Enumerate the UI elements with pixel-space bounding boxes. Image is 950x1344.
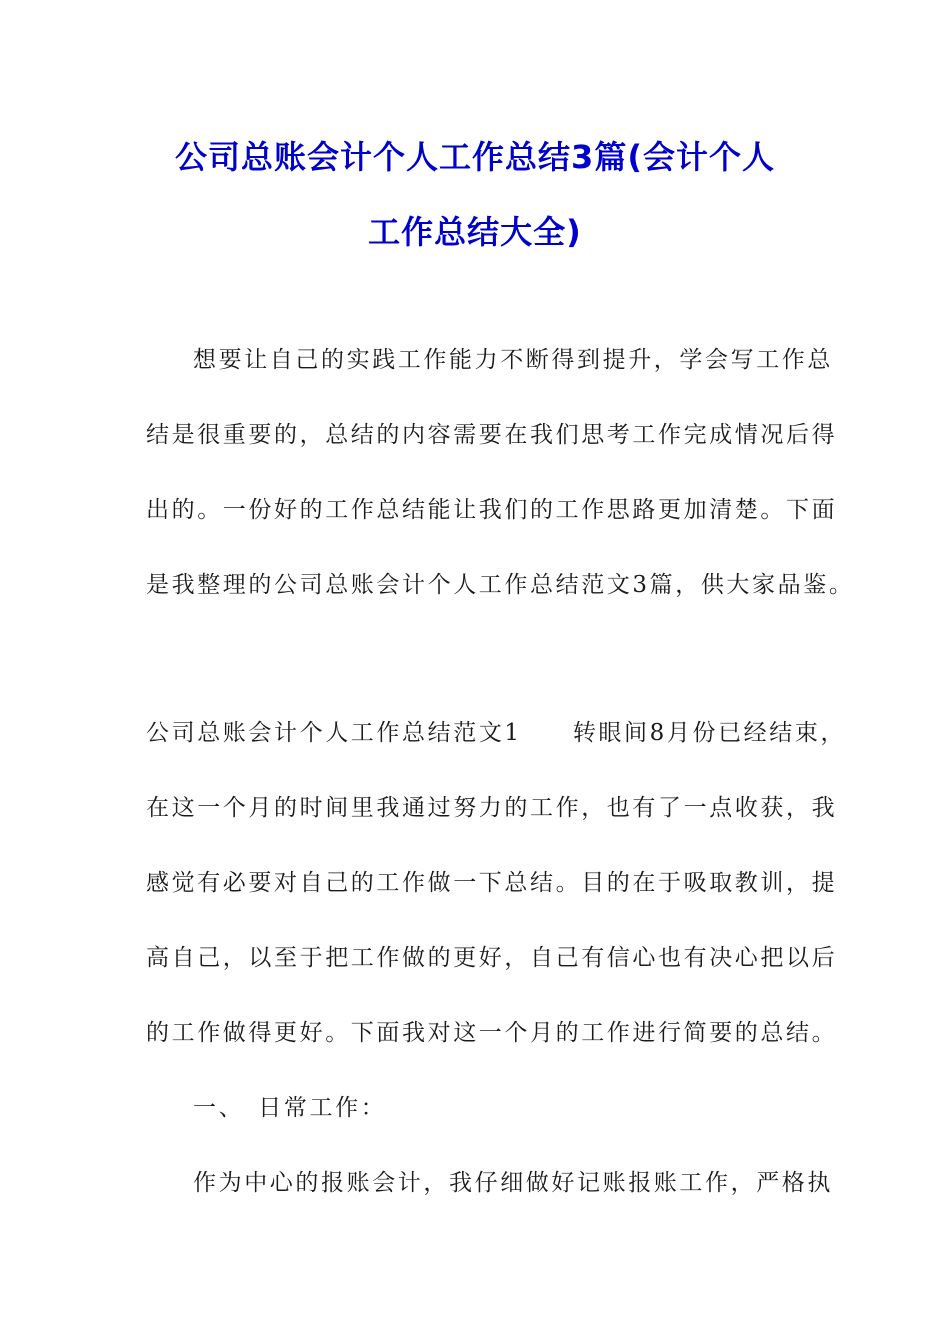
intro-line-3: 出的。一份好的工作总结能让我们的工作思路更加清楚。下面 — [146, 497, 838, 523]
section1-line-5: 的工作做得更好。下面我对这一个月的工作进行简要的总结。 — [146, 1020, 838, 1046]
intro-line-1: 想要让自己的实践工作能力不断得到提升，学会写工作总 — [193, 347, 833, 373]
paragraph-line: 作为中心的报账会计，我仔细做好记账报账工作，严格执 — [193, 1170, 833, 1196]
document-title-line-1: 公司总账会计个人工作总结3篇(会计个人 — [175, 138, 775, 176]
section1-line-2: 在这一个月的时间里我通过努力的工作，也有了一点收获，我 — [146, 795, 838, 821]
section-heading-daily-work: 一、 日常工作： — [193, 1095, 387, 1121]
intro-line-4: 是我整理的公司总账会计个人工作总结范文3篇，供大家品鉴。 — [146, 572, 855, 598]
intro-line-2: 结是很重要的，总结的内容需要在我们思考工作完成情况后得 — [146, 422, 838, 448]
document-title-line-2: 工作总结大全) — [368, 213, 582, 251]
section1-line-4: 高自己，以至于把工作做的更好，自己有信心也有决心把以后 — [146, 945, 838, 971]
section1-line-3: 感觉有必要对自己的工作做一下总结。目的在于吸取教训，提 — [146, 870, 838, 896]
section1-line-1: 公司总账会计个人工作总结范文1 转眼间8月份已经结束， — [146, 720, 847, 746]
